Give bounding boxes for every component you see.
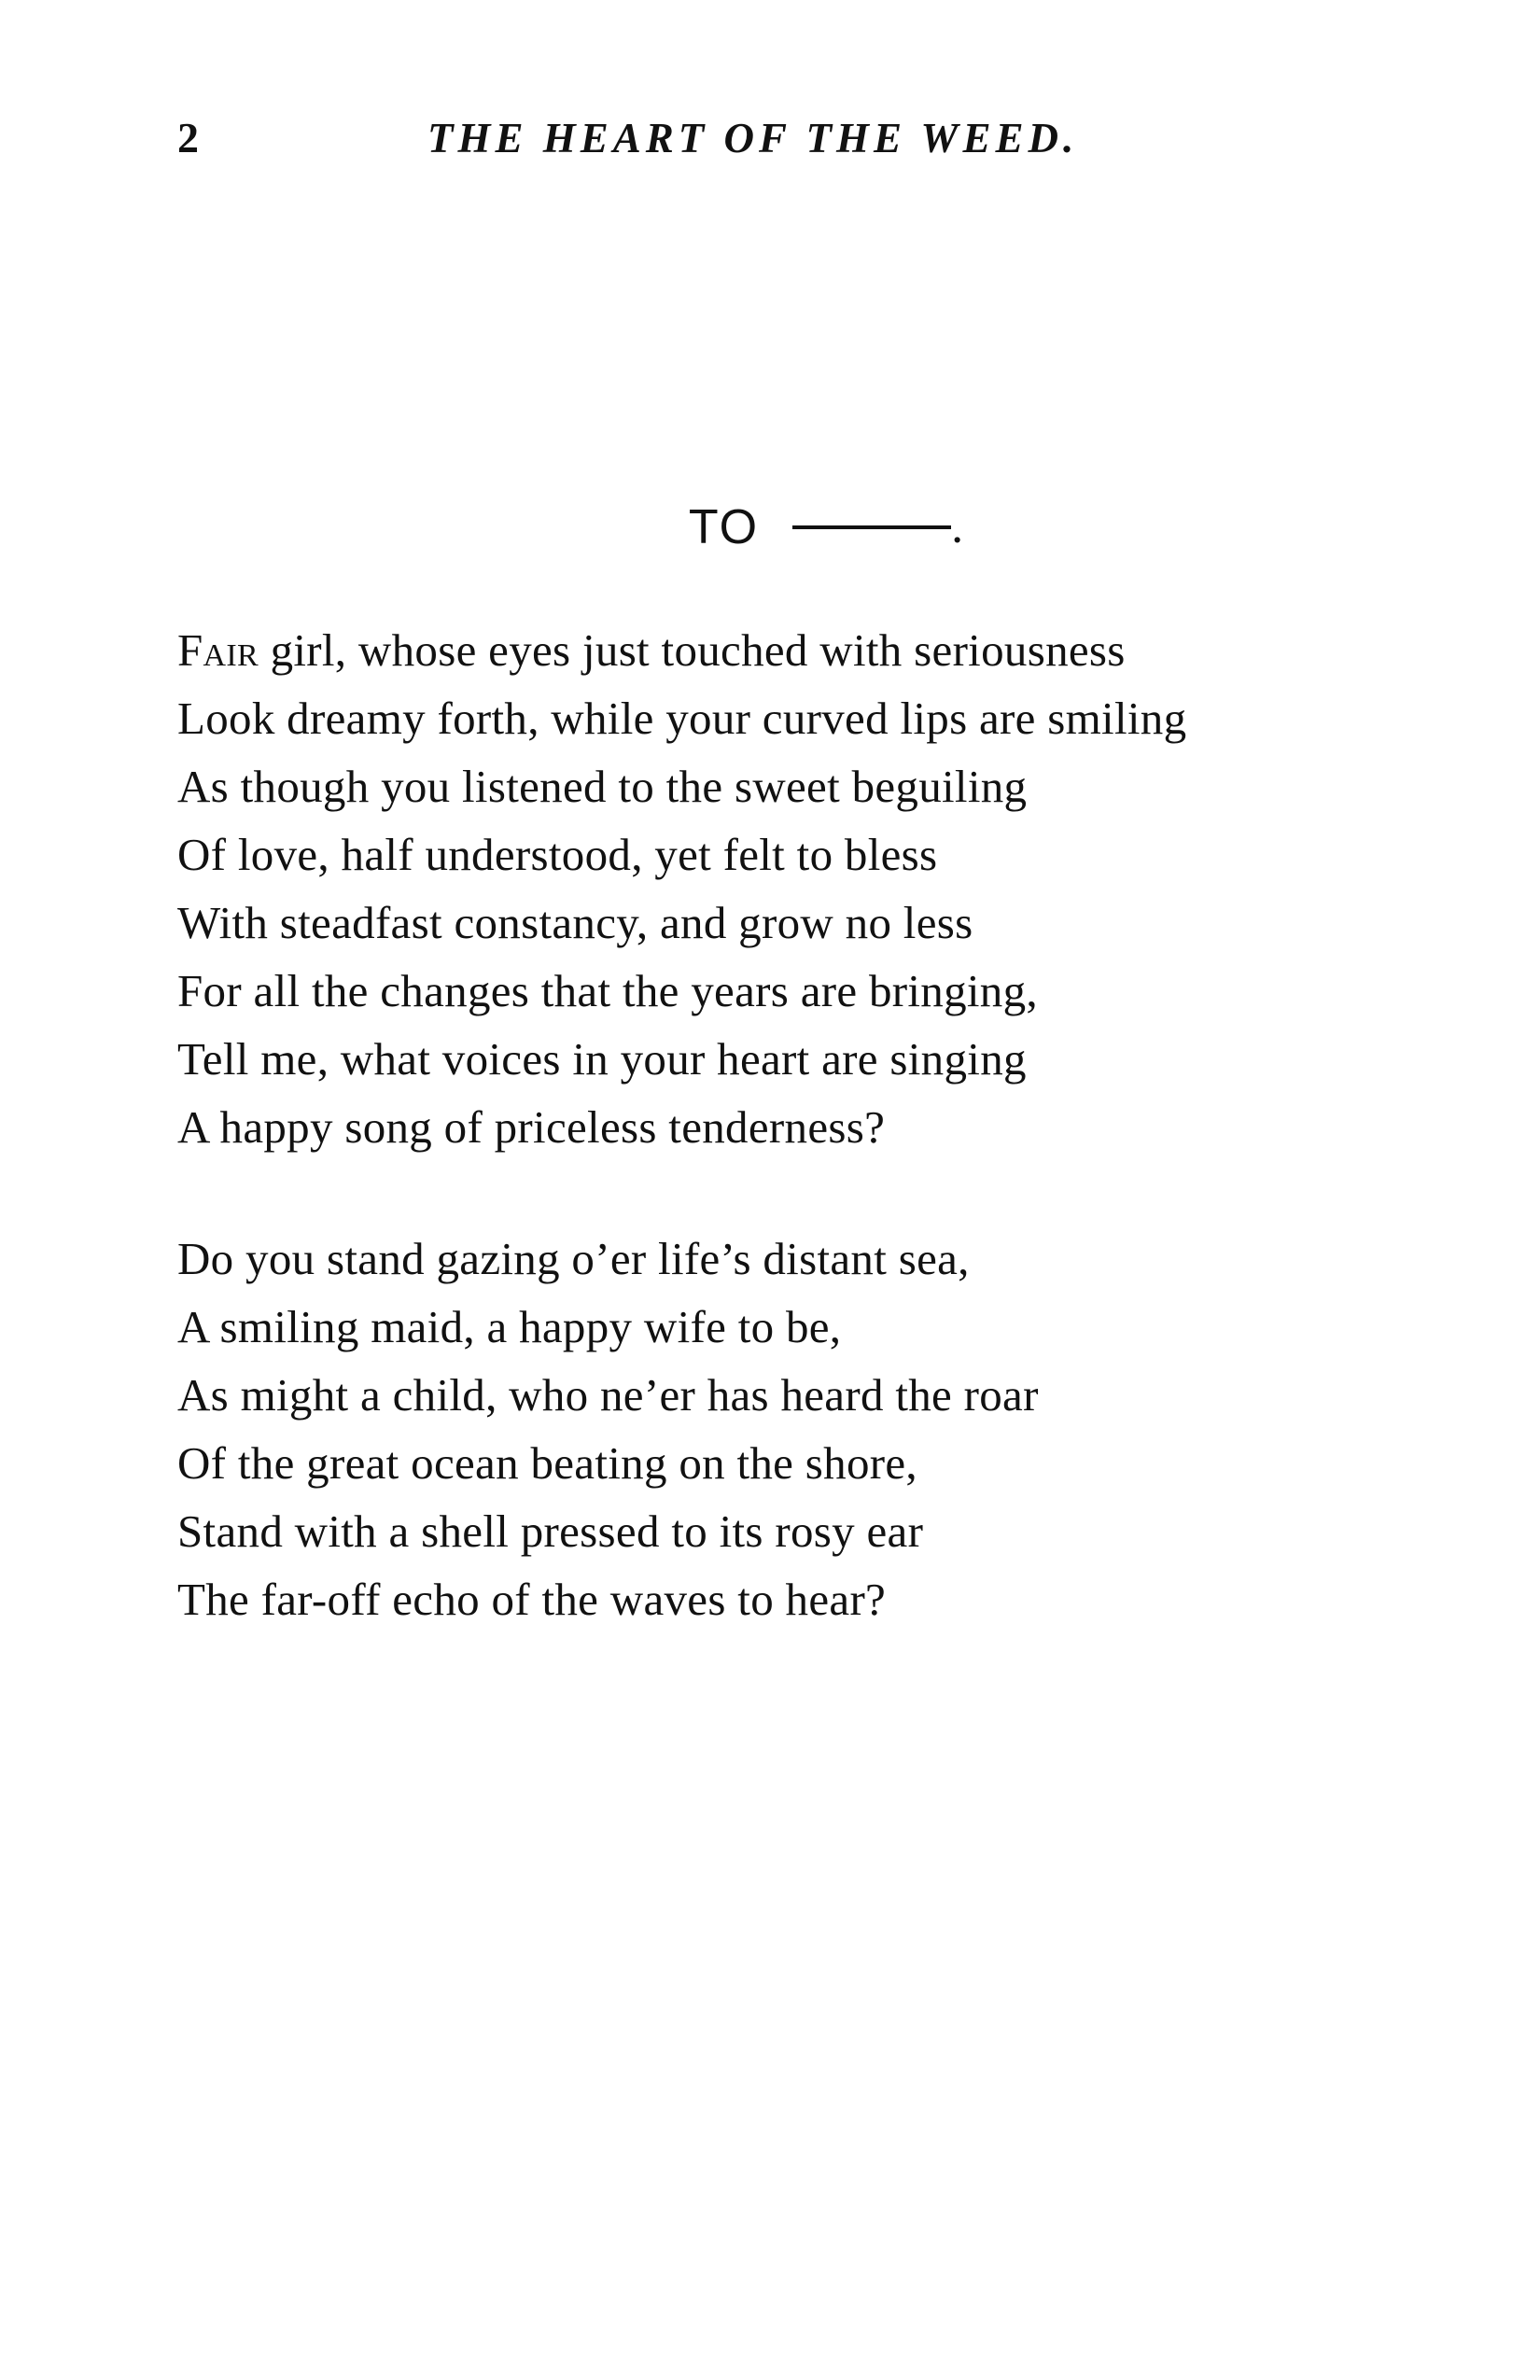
poem-line: Stand with a shell pressed to its rosy ear [177,1505,924,1557]
poem-line: A happy song of priceless tenderness? [177,1101,886,1153]
initial-word: Fair [177,624,259,676]
line-text: girl, whose eyes just touched with seriousness [259,624,1126,676]
stanza-2 [177,1225,1391,1633]
poem-line [177,616,1391,684]
poem-line: As might a child, who ne’er has heard the roar [177,1369,1039,1421]
poem-title-text: TO [688,500,760,554]
poem-line: A smiling maid, a happy wife to be, [177,1301,842,1352]
poem-line: As though you listened to the sweet beguiling [177,761,1028,812]
page-number: 2 [177,114,199,161]
running-head [177,110,1167,166]
poem-line: Look dreamy forth, while your curved lips are smiling [177,693,1187,744]
running-title: THE HEART OF THE WEED. [427,115,1079,161]
poem-line: The far-off echo of the waves to hear? [177,1574,887,1625]
poem-line: With steadfast constancy, and grow no less [177,897,973,948]
poem-title [0,495,1540,560]
poem-line: Tell me, what voices in your heart are singing [177,1033,1027,1085]
poem-title-period: . [951,500,964,553]
poem-line: For all the changes that the years are bringing, [177,965,1038,1016]
poem-title-dash [792,525,951,529]
poem-line: Of love, half understood, yet felt to bless [177,829,938,880]
stanza-1 [177,616,1391,1161]
poem-line: Do you stand gazing o’er life’s distant sea, [177,1233,970,1284]
poem-line: Of the great ocean beating on the shore, [177,1437,917,1489]
